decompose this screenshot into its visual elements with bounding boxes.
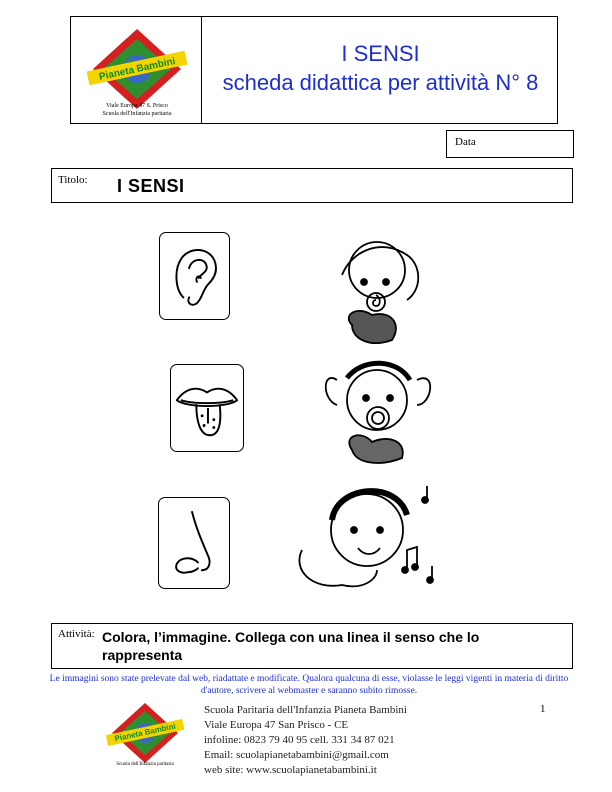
page-number: 1 bbox=[540, 703, 546, 715]
svg-text:Viale Europa 47 S. Prisco: Viale Europa 47 S. Prisco bbox=[106, 103, 168, 109]
activity-label: Attività: bbox=[58, 628, 95, 640]
header-box bbox=[70, 16, 558, 124]
svg-text:Pianeta Bambini: Pianeta Bambini bbox=[98, 55, 177, 83]
footer-phone: infoline: 0823 79 40 95 cell. 331 34 87 021 bbox=[204, 734, 395, 746]
footer-logo bbox=[100, 701, 190, 769]
children-illustration bbox=[282, 230, 442, 590]
title-line-2: scheda didattica per attività N° 8 bbox=[222, 70, 539, 95]
school-logo bbox=[77, 25, 197, 119]
mouth-icon bbox=[171, 365, 243, 451]
nose-icon bbox=[159, 498, 229, 588]
date-label: Data bbox=[455, 136, 476, 148]
nose-card[interactable] bbox=[158, 497, 230, 589]
ear-card[interactable] bbox=[159, 232, 230, 320]
worksheet-title bbox=[202, 39, 559, 97]
title-label: Titolo: bbox=[58, 174, 88, 186]
footer-address: Viale Europa 47 San Prisco - CE bbox=[204, 719, 349, 731]
title-field bbox=[51, 168, 573, 203]
date-field[interactable] bbox=[446, 130, 574, 158]
title-line-1: I SENSI bbox=[341, 41, 420, 66]
footer-website[interactable]: web site: www.scuolapianetabambini.it bbox=[204, 764, 377, 776]
ear-icon bbox=[160, 233, 229, 319]
footer-school: Scuola Paritaria dell'Infanzia Pianeta Bambini bbox=[204, 704, 407, 716]
mouth-card[interactable] bbox=[170, 364, 244, 452]
svg-text:Pianeta Bambini: Pianeta Bambini bbox=[113, 721, 177, 744]
footer-contacts bbox=[204, 703, 407, 778]
activity-field bbox=[51, 623, 573, 669]
copyright-disclaimer: Le immagini sono state prelevate dal web, riadattate e modificate. Qualora qualcuna di esse, violasse le leggi vigenti in materia di diritto d'autore, scrivere al webmaster e saranno subito rimosse. bbox=[49, 674, 569, 696]
activity-instructions: Colora, l’immagine. Collega con una linea il senso che lo rappresenta bbox=[102, 629, 480, 663]
title-value: I SENSI bbox=[117, 176, 185, 196]
svg-text:Scuola dell'Infanzia paritaria: Scuola dell'Infanzia paritaria bbox=[102, 111, 172, 117]
svg-text:Scuola dell'Infanzia paritaria: Scuola dell'Infanzia paritaria bbox=[116, 762, 174, 767]
footer-email[interactable]: Email: scuolapianetabambini@gmail.com bbox=[204, 749, 389, 761]
